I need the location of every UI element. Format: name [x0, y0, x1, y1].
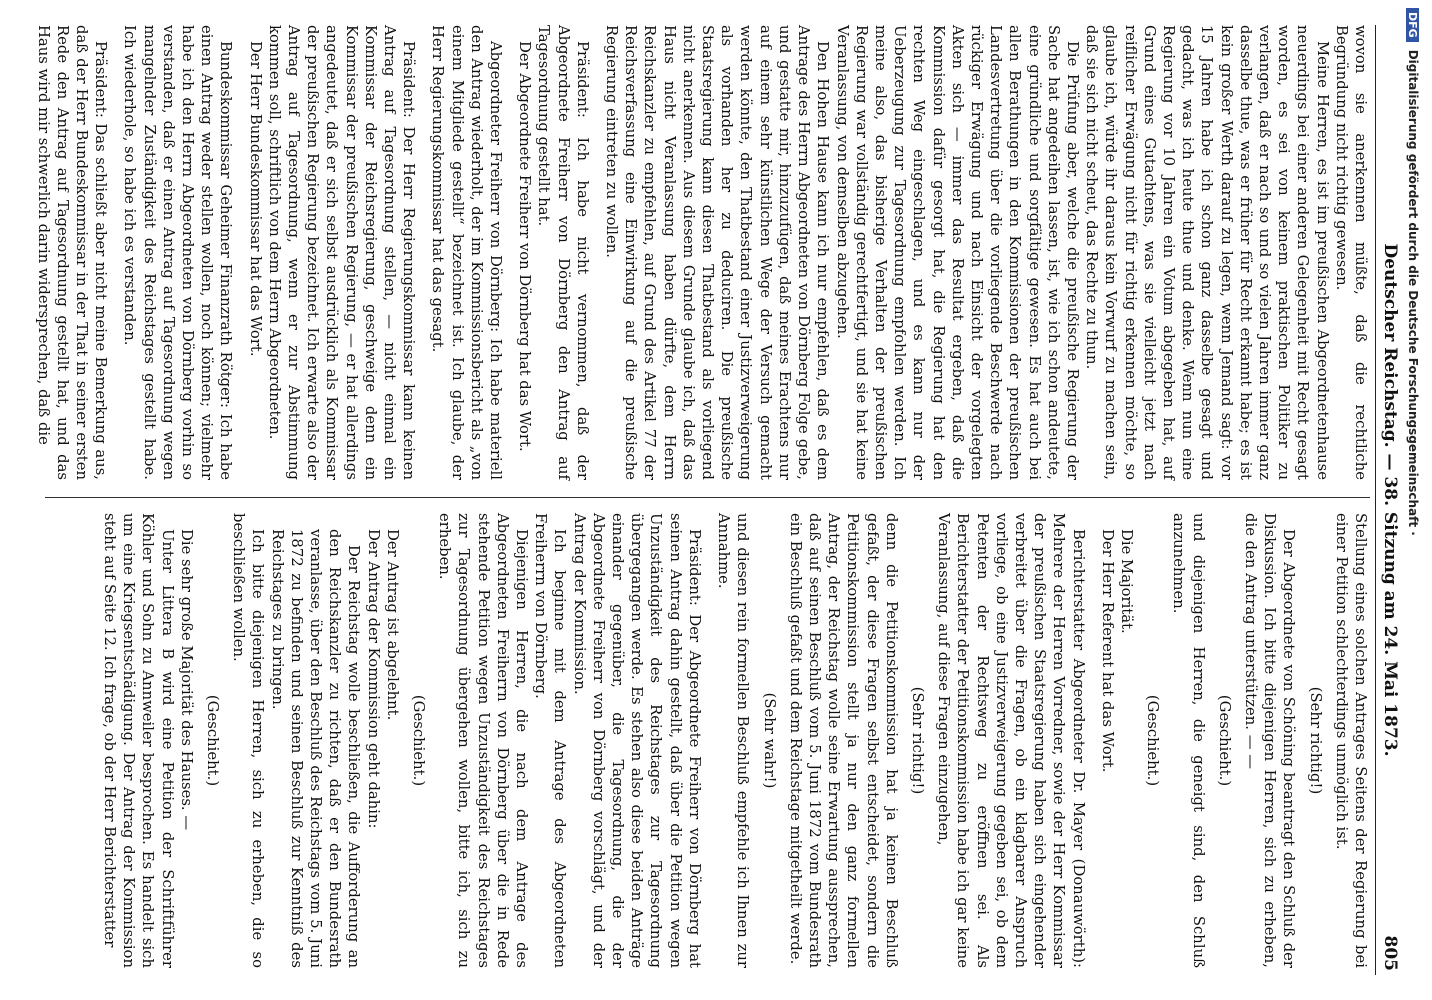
reaction: (Sehr richtig!) [1306, 686, 1324, 795]
speaker-paragraph: Präsident: Der Herr Regierungskommissar kann keinen Antrag auf Tagesordnung stellen, — nicht einmal ein Kommissar der Reichsregierung, geschweige denn ein Kommissar der preußischen Regierung, — er hat allerdings angedeutet, daß er sich selbst ausdrücklich als Kommissar der preußischen Regierung bezeichnet. Ich erwarte also der Antrag auf Tagesordnung, wenn er zur Abstimmung kommen soll, schriftlich von dem Herrn Abgeordneten. [265, 25, 418, 480]
paragraph: und diesen rein formellen Beschluß empfehle ich Ihnen zur Annahme. [715, 513, 752, 968]
header-rule [1375, 25, 1376, 975]
paragraph: Unter Littera B wird eine Petition der Schriftführer Köhler und Sohn zu Annweiler besprochen. Es handelt sich um eine Kriegsentschädigung. Der Antrag der Kommission steht auf Seite 12. Ich frage, ob der Herr Berichterstatter [101, 513, 176, 968]
spacer [418, 25, 428, 480]
paragraph: und diejenigen Herren, die geneigt sind, den Schluß anzunehmen. [1170, 513, 1207, 968]
spacer [235, 25, 245, 480]
header-title: Deutscher Reichstag. — 38. Sitzung am 24. Mai 1873. [1380, 243, 1400, 757]
paragraph: Der Herr Referent hat das Wort. [1098, 529, 1116, 773]
paragraph: Meine Herren, es ist im preußischen Abgeordnetenhause neuerdings bei einer anderen Gelegenheit mit Recht gesagt worden, es sei von keinem praktischen Politiker zu verlangen, daß er nach so und so vielen Jahren immer ganz dasselbe thue, was er früher für Recht erkannt habe; es ist kein großer Werth darauf zu legen, wenn Jemand sagt: vor 15 Jahren habe ich schon ganz dasselbe gesagt und gedacht, was ich heute thue und denke. Wenn nun eine Regierung vor 10 Jahren ein Votum abgegeben hat, auf Grund eines Gutachtens, was sie vielleicht jetzt nach reiflicher Erwägung nicht für richtig erkennen möchte, so glaube ich, würde ihr daraus kein Vorwurf zu machen sein, daß sie sich nicht scheut, das Rechte zu thun. [1083, 25, 1331, 480]
left-column [34, 25, 1370, 480]
paragraph: Ich beginne mit dem Antrage des Abgeordneten Freiherrn von Dörnberg. [532, 513, 569, 968]
paragraph: Die sehr große Majorität des Hauses. — [177, 529, 195, 831]
rotated-page-content [34, 25, 1400, 975]
spacer [505, 25, 515, 480]
paragraph: wovon sie anerkennen müßte, daß die rechtliche Begründung nicht richtig gewesen. [1332, 25, 1369, 480]
speaker-paragraph: Präsident: Der Abgeordnete Freiherr von Dörnberg hat seinen Antrag dahin gestellt, daß über die Petition wegen Unzuständigkeit des Reichstages zur Tagesordnung übergegangen werde. Es stehen also diese beiden Anträge einander gegenüber, die Tagesordnung, die der Abgeordnete Freiherr von Dörnberg vorschlägt, und der Antrag der Kommission. [570, 513, 703, 968]
digitization-credit [1402, 8, 1420, 768]
reaction: (Geschieht.) [1144, 694, 1162, 787]
paragraph: denn die Petitionskommission hat ja keinen Beschluß gefaßt, der diese Fragen selbst entscheidet, sondern die Petitionskommission stellt ja nur den ganz formellen Antrag, der Reichstag wolle seine Erwartung aussprechen, daß auf seinen Beschluß vom 5. Juni 1872 vom Bundesrath ein Beschluß gefaßt und dem Reichstage mitgetheilt werde. [786, 513, 900, 968]
reaction: (Sehr wahr!) [760, 692, 778, 789]
speaker-paragraph: Präsident: Das schließt aber nicht meine Bemerkung aus, daß der Herr Bundeskommissar in der That in seiner ersten Rede den Antrag auf Tagesordnung gestellt hat, und das Haus wird mir schwerlich darin widersprechen, daß die [34, 25, 110, 480]
reaction: (Geschieht.) [410, 694, 428, 787]
paragraph: Stellung eines solchen Antrages Seitens der Regierung bei einer Petition schlechterdings unmöglich ist. [1332, 513, 1369, 968]
credit-text: Digitalisierung gefördert durch die Deutsche Forschungsgemeinschaft · [1406, 49, 1420, 536]
spacer [110, 25, 120, 480]
spacer [1088, 513, 1098, 968]
paragraph: Ich bitte diejenigen Herren, sich zu erheben, die so beschließen wollen. [230, 513, 267, 968]
column-separator [45, 497, 1370, 498]
right-column [45, 513, 1370, 968]
paragraph: Der Antrag ist abgelehnt. [383, 529, 401, 721]
reaction: (Sehr richtig!) [908, 686, 926, 795]
spacer [592, 25, 602, 480]
paragraph: Der Abgeordnete Freiherr von Dörnberg hat das Wort. [516, 41, 534, 452]
speaker-paragraph: Präsident: Ich habe nicht vernommen, daß der Abgeordnete Freiherr von Dörnberg den Antrag auf Tagesordnung gestellt hat. [535, 25, 591, 480]
paragraph: Der Herr Bundeskommissar hat das Wort. [246, 41, 264, 357]
paragraph: Den Hohen Hause kann ich nur empfehlen, daß es dem Antrage des Herrn Abgeordneten von Dörnberg Folge gebe, und gestatte mir, hinzuzufügen, daß meines Erachtens nur auf einem sehr künstlichen Wege der Versuch gemacht werden könnte, den Thatbestand einer Justizverweigerung als vorhanden her zu deduciren. Die preußische Staatsregierung kann diesen Thatbestand als vorliegend nicht anerkennen. Aus diesem Grunde glaube ich, daß das Haus nicht Veranlassung haben dürfte, dem Herrn Reichskanzler zu empfehlen, auf Grund des Artikel 77 der Reichsverfassung eine Einwirkung auf die preußische Regierung eintreten zu wollen. [603, 25, 832, 480]
page-number: 805 [1380, 935, 1400, 971]
speaker-paragraph: Berichterstatter Abgeordneter Dr. Mayer (Donauwörth): Mehrere der Herren Vorredner, sowie der Herr Kommissar der preußischen Staatsregierung haben sich eingehender verbreitet über die Fragen, ob ein klagbarer Anspruch vorliege, ob eine Justizverweigerung gegeben sei, ob dem Petenten der Rechtsweg zu eröffnen sei. Als Berichterstatter der Petitionskommission habe ich gar keine Veranlassung, auf diese Fragen einzugehen, [935, 513, 1087, 968]
paragraph: Der Abgeordnete von Schöning beantragt den Schluß der Diskussion. Ich bitte diejenigen Herren, sich zu erheben, die den Antrag unterstützen. — — [1241, 513, 1298, 968]
speaker-paragraph: Bundeskommissar Geheimer Finanzrath Rötger: Ich habe einen Antrag weder stellen wollen, noch können; vielmehr habe ich den Herrn Abgeordneten von Dörnberg vorhin so verstanden, daß er einen Antrag auf Tagesordnung wegen mangelnder Zuständigkeit des Reichstages gestellt habe. Ich wiederhole, so habe ich es verstanden. [121, 25, 235, 480]
reaction: (Geschieht.) [1215, 694, 1233, 787]
speaker-paragraph: Abgeordneter Freiherr von Dörnberg: Ich habe materiell den Antrag wiederholt, der im Kommissionsbericht als „von einem Mitgliede gestellt“ bezeichnet ist. Ich glaube, der Herr Regierungskommissar hat das gesagt. [429, 25, 505, 480]
paragraph: Der Reichstag wolle beschließen, die Aufforderung an den Reichskanzler zu richten, daß er den Bundesrath veranlasse, über den Beschluß des Reichstags vom 5. Juni 1872 zu befinden und seinen Beschluß zur Kenntniß des Reichstages zu bringen. [268, 529, 363, 968]
dfg-logo: DFG [1406, 8, 1419, 42]
paragraph: Die Majorität. [1117, 529, 1135, 634]
reaction: (Geschieht.) [204, 694, 222, 787]
paragraph: Der Antrag der Kommission geht dahin: [364, 529, 382, 829]
spacer [704, 513, 714, 968]
paragraph: Diejenigen Herren, die nach dem Antrage des Abgeordneten Freiherrn von Dörnberg über die in Rede stehende Petition wegen Unzuständigkeit des Reichstages zur Tagesordnung übergehen wollen, bitte ich, sich zu erheben. [436, 513, 531, 968]
running-header [1378, 25, 1400, 975]
paragraph: Die Prüfung aber, welche die preußische Regierung der Sache hat angedeihen lassen, ist, wie ich schon andeutete, eine gründliche und sorgfältige gewesen. Es hat auch bei allen Berathungen in den Kommissionen der preußischen Landesvertretung über die vorliegende Beschwerde nach rückiger Erwägung und nach Einsicht der vorgelegten Akten sich — immer das Resultat ergeben, daß die Kommission dafür gesorgt hat, die Regierung hat den rechten Weg eingeschlagen, und es kann nur der Ueberzeugung zur Tagesordnung empfohlen werden. Ich meine also, das bisherige Verhalten der preußischen Regierung war vollständig gerechtfertigt, und sie hat keine Veranlassung, von demselben abzugehen. [833, 25, 1081, 480]
